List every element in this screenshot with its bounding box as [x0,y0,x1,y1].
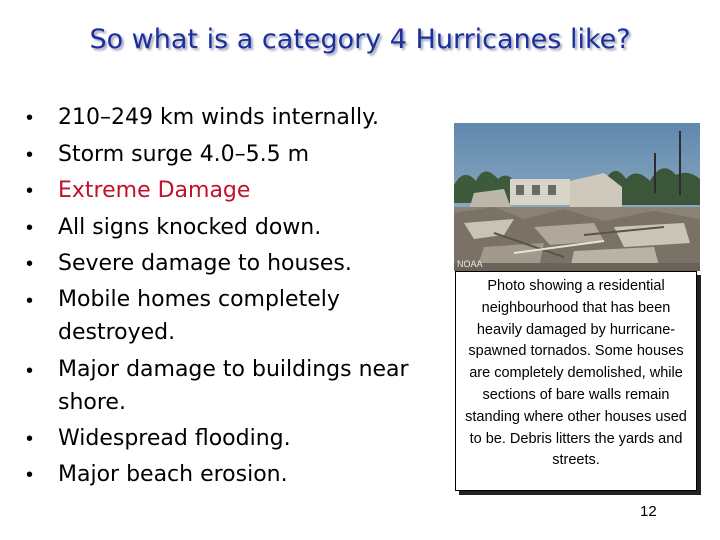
bullet-dot-icon: • [26,216,34,239]
bullet-dot-icon: • [26,143,34,166]
bullet-item [22,137,442,174]
bullet-list [22,100,442,494]
bullet-dot-icon: • [26,464,34,486]
bullet-text: Storm surge 4.0–5.5 m [58,141,310,167]
bullet-item [22,457,442,494]
bullet-dot-icon: • [26,359,34,382]
bullet-item [22,246,442,283]
bullet-text: Major damage to buildings near shore. [58,356,409,415]
bullet-item [22,353,428,419]
bullet-dot-icon: • [26,180,34,202]
bullet-text: Major beach erosion. [58,462,288,487]
bullet-text: 210–249 km winds internally. [58,105,380,130]
bullet-text: Severe damage to houses. [58,251,352,276]
bullet-item [22,283,388,349]
bullet-item [22,100,442,137]
bullet-text-highlight: Extreme Damage [58,178,251,203]
bullet-dot-icon: • [26,253,34,275]
bullet-text: All signs knocked down. [58,214,322,240]
page-number: 12 [640,503,657,520]
bullet-text: Widespread flooding. [58,425,291,451]
bullet-dot-icon: • [26,289,34,312]
bullet-item [22,173,442,210]
photo-caption: Photo showing a residential neighbourhood that has been heavily damaged by hurricane-spawned tornados. Some houses are completely demolished, while sections of bare walls remain standing where other houses used to be. Debris litters the yards and streets. [455,271,697,491]
hurricane-damage-photo [454,123,700,271]
bullet-dot-icon: • [26,427,34,450]
bullet-text: Mobile homes completely destroyed. [58,286,340,345]
slide-title: So what is a category 4 Hurricanes like? [89,24,631,55]
noaa-watermark: NOAA [457,259,483,269]
bullet-item [22,210,442,247]
bullet-dot-icon: • [26,107,34,129]
bullet-item [22,421,442,458]
